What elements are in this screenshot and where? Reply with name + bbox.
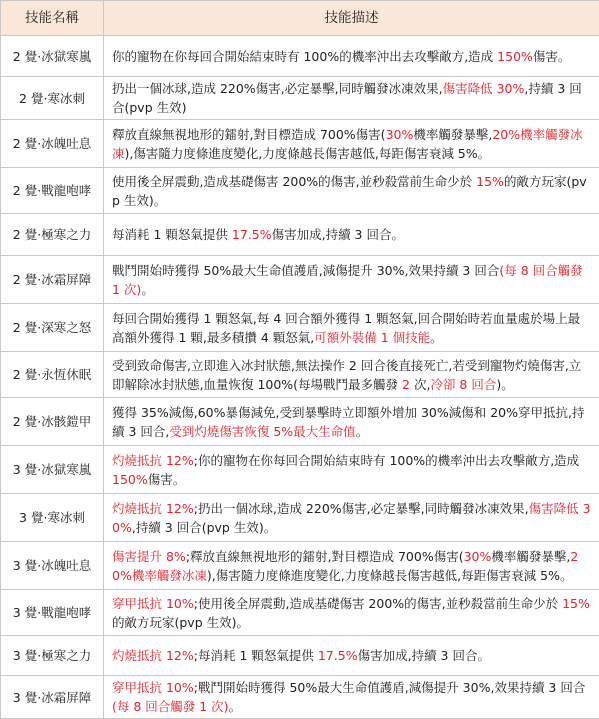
highlight-text: 17.5% — [232, 227, 272, 242]
highlight-text: 傷害提升 8% — [112, 549, 186, 564]
table-body — [1, 36, 599, 719]
skill-description — [104, 446, 599, 494]
highlight-text: 穿甲抵抗 10% — [112, 596, 194, 611]
description-text: 戰鬥開始時獲得 50%最大生命值護盾,減傷提升 30%,效果持續 3 回合 — [112, 263, 499, 278]
description-text: 使用後全屏震動,造成基礎傷害 200%的傷害,並秒殺當前生命少於 — [112, 174, 476, 189]
table-row — [1, 168, 599, 214]
table-row — [1, 676, 599, 719]
table-row — [1, 214, 599, 256]
skill-description — [104, 77, 599, 120]
table-row — [1, 542, 599, 590]
description-text: 。 — [430, 330, 443, 345]
skill-description — [104, 120, 599, 168]
skill-description — [104, 256, 599, 304]
skill-description — [104, 214, 599, 256]
description-text: ,持續 3 回合(pvp 生效)。 — [132, 520, 276, 535]
description-text: ),傷害隨力度條進度變化,力度條越長傷害越低,每距傷害衰減 5%。 — [207, 568, 573, 583]
highlight-text: 15% — [476, 174, 504, 189]
highlight-text: 150% — [112, 472, 148, 487]
description-text: 傷害加成,持續 3 回合。 — [272, 227, 404, 242]
description-text: ;釋放直線無視地形的鐳射,對目標造成 700%傷害( — [186, 549, 464, 564]
skill-description — [104, 398, 599, 446]
skill-name: 2 覺·冰魄吐息 — [1, 120, 104, 168]
skill-name: 3 覺·冰霜屏障 — [1, 676, 104, 719]
highlight-text: 20%機率觸發冰凍 — [112, 549, 578, 583]
table-row — [1, 256, 599, 304]
highlight-text: 150% — [497, 49, 533, 64]
highlight-text: (每 8 回合觸發 1 次) — [112, 699, 229, 714]
description-text: 每消耗 1 顆怒氣提供 — [112, 227, 232, 242]
highlight-text: 可額外裝備 1 個技能 — [314, 330, 430, 345]
description-text: 。 — [141, 282, 154, 297]
highlight-text: 灼燒抵抗 12% — [112, 453, 194, 468]
highlight-text: 20%機率觸發冰凍 — [112, 127, 583, 161]
skill-name: 3 覺·冰魄吐息 — [1, 542, 104, 590]
header-row — [1, 1, 599, 36]
table-row — [1, 36, 599, 77]
highlight-text: 傷害降低 30% — [443, 81, 525, 96]
highlight-text: 冷卻 8 回合 — [430, 377, 496, 392]
header-skill-name: 技能名稱 — [1, 1, 104, 36]
skill-name: 2 覺·寒冰刺 — [1, 77, 104, 120]
highlight-text: 30% — [386, 127, 414, 142]
description-text: 受到致命傷害,立即進入冰封狀態,無法操作 2 回合後直接死亡,若受到寵物灼燒傷害,立即解除冰封狀態,血量恢復 100%(每場戰鬥最多觸發 — [112, 358, 581, 392]
highlight-text: 17.5% — [318, 648, 358, 663]
description-text: 的敵方玩家(pvp 生效)。 — [112, 174, 587, 208]
description-text: ,持續 3 回合(pvp 生效) — [112, 81, 582, 115]
highlight-text: 30% — [464, 549, 492, 564]
highlight-text: (每 8 回合觸發 1 次) — [112, 263, 583, 297]
skill-description — [104, 494, 599, 542]
description-text: )。 — [496, 377, 513, 392]
skill-description — [104, 542, 599, 590]
skill-description — [104, 36, 599, 77]
description-text: 扔出一個冰球,造成 220%傷害,必定暴擊,同時觸發冰凍效果, — [112, 81, 443, 96]
highlight-text: 穿甲抵抗 10% — [112, 680, 194, 695]
skill-description — [104, 636, 599, 676]
table-row — [1, 120, 599, 168]
skill-name: 2 覺·戰龍咆哮 — [1, 168, 104, 214]
description-text: ;使用後全屏震動,造成基礎傷害 200%的傷害,並秒殺當前生命少於 — [194, 596, 562, 611]
skill-name: 3 覺·戰龍咆哮 — [1, 590, 104, 636]
description-text: 次, — [410, 377, 430, 392]
description-text: ;你的寵物在你每回合開始結束時有 100%的機率沖出去攻擊敵方,造成 — [194, 453, 579, 468]
skill-name: 3 覺·冰獄寒嵐 — [1, 446, 104, 494]
description-text: 傷害加成,持續 3 回合。 — [358, 648, 490, 663]
table-row — [1, 446, 599, 494]
table-row — [1, 77, 599, 120]
skill-name: 2 覺·冰骸鎧甲 — [1, 398, 104, 446]
skill-name: 2 覺·極寒之力 — [1, 214, 104, 256]
skill-name: 2 覺·深寒之怒 — [1, 304, 104, 352]
description-text: 的敵方玩家(pvp 生效)。 — [112, 615, 249, 630]
description-text: ),傷害隨力度條進度變化,力度條越長傷害越低,每距傷害衰減 5%。 — [125, 146, 491, 161]
highlight-text: 2 — [402, 377, 410, 392]
table-row — [1, 494, 599, 542]
table-row — [1, 352, 599, 398]
skill-name: 2 覺·永恆休眠 — [1, 352, 104, 398]
skill-description — [104, 590, 599, 636]
description-text: ;扔出一個冰球,造成 220%傷害,必定暴擊,同時觸發冰凍效果, — [194, 501, 529, 516]
description-text: 每回合開始獲得 1 顆怒氣,每 4 回合額外獲得 1 顆怒氣,回合開始時若血量處於場上最高額外獲得 1 顆,最多積攢 4 顆怒氣, — [112, 311, 580, 345]
table-row — [1, 636, 599, 676]
description-text: ;戰鬥開始時獲得 50%最大生命值護盾,減傷提升 30%,效果持續 3 回合 — [194, 680, 586, 695]
skill-description — [104, 676, 599, 719]
description-text: 機率觸發暴擊, — [491, 549, 570, 564]
skill-name: 2 覺·冰霜屏障 — [1, 256, 104, 304]
highlight-text: 15% — [562, 596, 590, 611]
highlight-text: 受到灼燒傷害恢復 5%最大生命值 — [169, 424, 355, 439]
skill-name: 2 覺·冰獄寒嵐 — [1, 36, 104, 77]
skill-description — [104, 304, 599, 352]
skill-description — [104, 168, 599, 214]
skill-name: 3 覺·極寒之力 — [1, 636, 104, 676]
description-text: 你的寵物在你每回合開始結束時有 100%的機率沖出去攻擊敵方,造成 — [112, 49, 497, 64]
header-skill-description: 技能描述 — [104, 1, 599, 36]
description-text: 機率觸發暴擊, — [413, 127, 492, 142]
description-text: ;每消耗 1 顆怒氣提供 — [194, 648, 318, 663]
description-text: 。 — [229, 699, 242, 714]
table-row — [1, 398, 599, 446]
description-text: 獲得 35%減傷,60%暴傷減免,受到暴擊時立即額外增加 30%減傷和 20%穿甲抵抗,持續 3 回合, — [112, 405, 584, 439]
skill-name: 3 覺·寒冰刺 — [1, 494, 104, 542]
description-text: 傷害。 — [148, 472, 186, 487]
table-row — [1, 304, 599, 352]
skill-description — [104, 352, 599, 398]
description-text: 釋放直線無視地形的鐳射,對目標造成 700%傷害( — [112, 127, 386, 142]
highlight-text: 灼燒抵抗 12% — [112, 648, 194, 663]
description-text: 。 — [356, 424, 369, 439]
description-text: 傷害。 — [533, 49, 571, 64]
table-row — [1, 590, 599, 636]
highlight-text: 灼燒抵抗 12% — [112, 501, 194, 516]
highlight-text: 傷害降低 30% — [112, 501, 591, 535]
